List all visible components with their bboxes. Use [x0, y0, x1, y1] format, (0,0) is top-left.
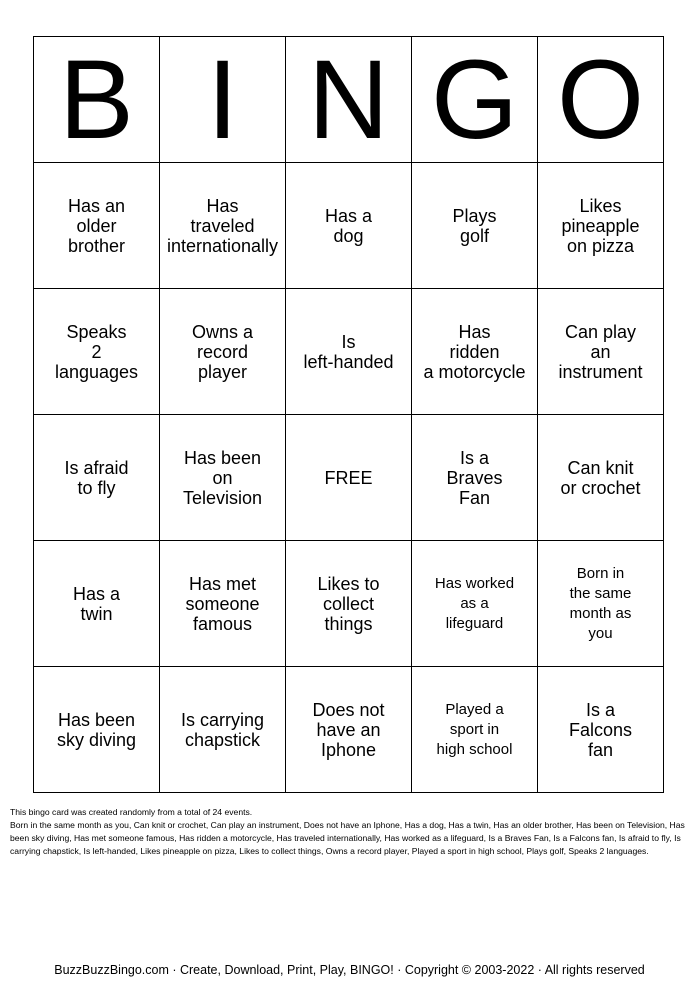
- bingo-cell: Has met someone famous: [160, 541, 286, 667]
- bingo-cell: Likes to collect things: [286, 541, 412, 667]
- bingo-cell: Has an older brother: [34, 163, 160, 289]
- card-row-4: [34, 541, 664, 667]
- card-row-5: [34, 667, 664, 793]
- bingo-card: [33, 36, 664, 793]
- card-row-2: [34, 289, 664, 415]
- bingo-cell: Is afraid to fly: [34, 415, 160, 541]
- bingo-cell: Born in the same month as you: [538, 541, 664, 667]
- header-letter-b: B: [34, 37, 160, 163]
- bingo-cell: Can knit or crochet: [538, 415, 664, 541]
- bingo-cell: Has worked as a lifeguard: [412, 541, 538, 667]
- bingo-cell: Owns a record player: [160, 289, 286, 415]
- bingo-cell: Has ridden a motorcycle: [412, 289, 538, 415]
- bingo-cell: Has a dog: [286, 163, 412, 289]
- bingo-cell: Is carrying chapstick: [160, 667, 286, 793]
- bingo-cell: Is a Falcons fan: [538, 667, 664, 793]
- bingo-cell: Can play an instrument: [538, 289, 664, 415]
- free-space-cell: FREE: [286, 415, 412, 541]
- bingo-cell: Has been sky diving: [34, 667, 160, 793]
- bingo-cell: Speaks 2 languages: [34, 289, 160, 415]
- bingo-cell: Has traveled internationally: [160, 163, 286, 289]
- bingo-cell: Plays golf: [412, 163, 538, 289]
- card-row-1: [34, 163, 664, 289]
- footnote-events: Born in the same month as you, Can knit or crochet, Can play an instrument, Does not have an Iphone, Has a dog, Has a twin, Has an older brother, Has been on Television, Has been sky diving, Has met someone famous, Has ridden a motorcycle, Has traveled internationally, Has worked as a lifeguard, Is a Braves Fan, Is a Falcons fan, Is afraid to fly, Is carrying chapstick, Is left-handed, Likes pineapple on pizza, Likes to collect things, Owns a record player, Played a sport in high school, Plays golf, Speaks 2 languages.: [10, 820, 685, 856]
- header-row: [34, 37, 664, 163]
- header-letter-n: N: [286, 37, 412, 163]
- bingo-cell: Has been on Television: [160, 415, 286, 541]
- event-list-footnote: [10, 806, 690, 858]
- bingo-cell: Likes pineapple on pizza: [538, 163, 664, 289]
- bingo-cell: Is a Braves Fan: [412, 415, 538, 541]
- header-letter-i: I: [160, 37, 286, 163]
- footnote-summary: This bingo card was created randomly from a total of 24 events.: [10, 807, 253, 817]
- bingo-cell: Does not have an Iphone: [286, 667, 412, 793]
- card-row-3: [34, 415, 664, 541]
- bingo-cell: Played a sport in high school: [412, 667, 538, 793]
- bingo-cell: Has a twin: [34, 541, 160, 667]
- header-letter-o: O: [538, 37, 664, 163]
- bingo-cell: Is left-handed: [286, 289, 412, 415]
- header-letter-g: G: [412, 37, 538, 163]
- copyright-footer: BuzzBuzzBingo.com · Create, Download, Print, Play, BINGO! · Copyright © 2003-2022 · All rights reserved: [54, 963, 645, 977]
